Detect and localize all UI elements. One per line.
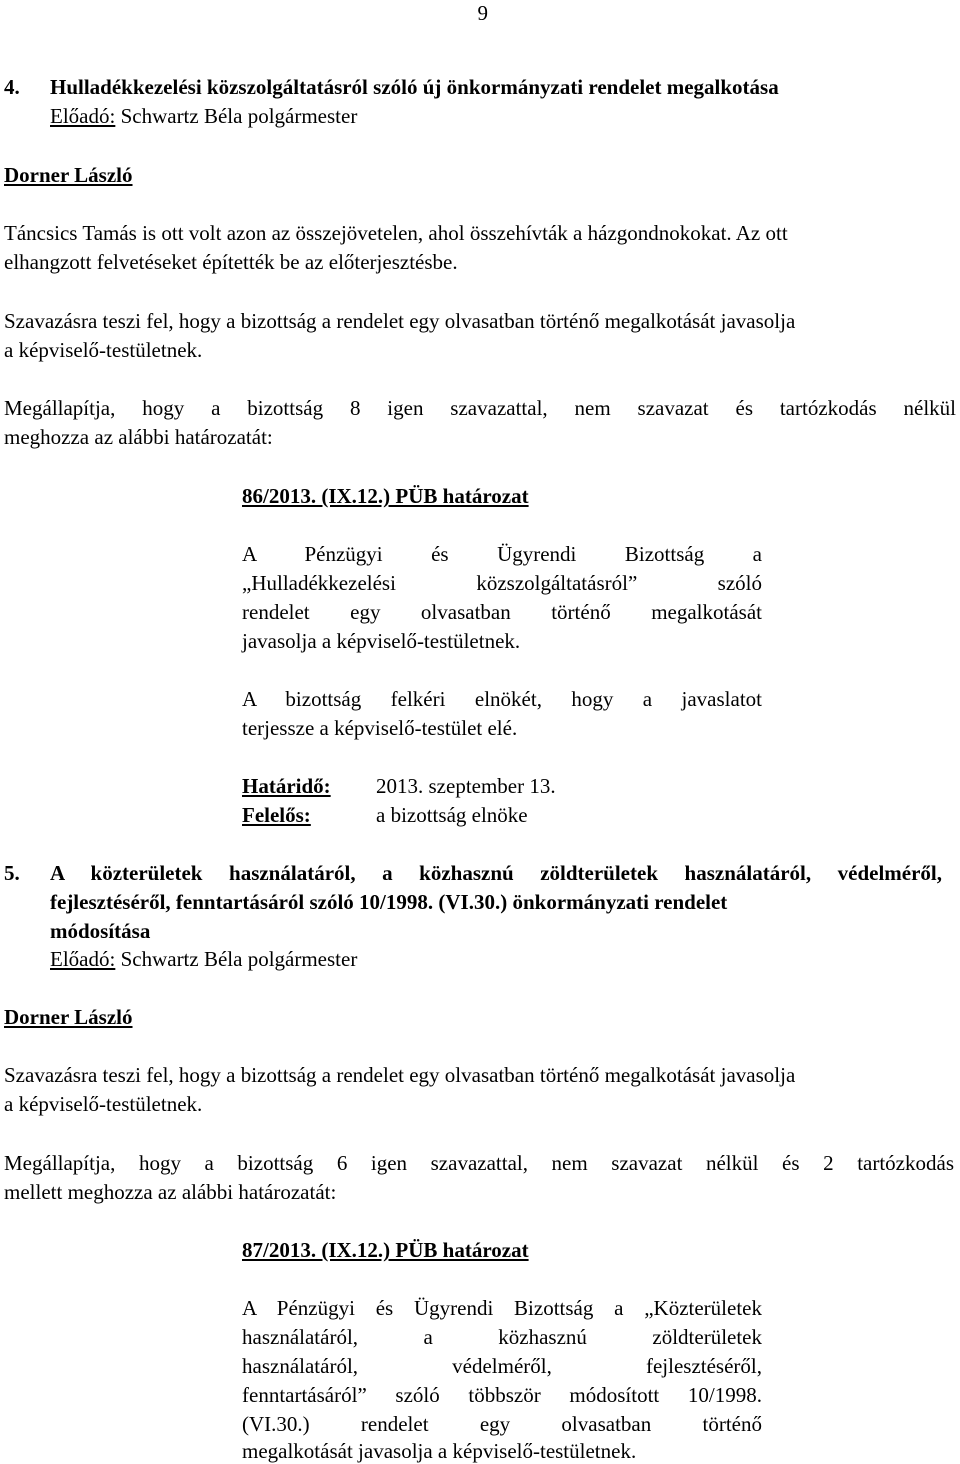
- agenda-item-number: 4.: [4, 75, 20, 99]
- resolution-line: használatáról, védelméről, fejlesztéséről,: [242, 1354, 762, 1378]
- resolution-line: (VI.30.) rendelet egy olvasatban történő: [242, 1412, 762, 1436]
- paragraph-line: elhangzott felvetéseket építették be az előterjesztésbe.: [4, 250, 458, 274]
- presenter-line: [50, 946, 357, 972]
- resolution-line: A Pénzügyi és Ügyrendi Bizottság a: [242, 542, 762, 566]
- agenda-item-number: 5.: [4, 861, 20, 885]
- agenda-item-title: Hulladékkezelési közszolgáltatásról szóló új önkormányzati rendelet megalkotása: [50, 75, 779, 99]
- resolution-title: 87/2013. (IX.12.) PÜB határozat: [242, 1238, 529, 1262]
- presenter-name: Schwartz Béla polgármester: [115, 947, 358, 971]
- deadline-value: 2013. szeptember 13.: [376, 774, 556, 798]
- paragraph-line: Szavazásra teszi fel, hogy a bizottság a rendelet egy olvasatban történő megalkotását javasolja: [4, 309, 796, 333]
- resolution-line: javasolja a képviselő-testületnek.: [242, 629, 521, 653]
- paragraph-line: a képviselő-testületnek.: [4, 338, 203, 362]
- resolution-line: fenntartásáról” szóló többször módosított 10/1998.: [242, 1383, 762, 1407]
- resolution-line: terjessze a képviselő-testület elé.: [242, 716, 518, 740]
- resolution-line: rendelet egy olvasatban történő megalkotását: [242, 600, 762, 624]
- paragraph-line: mellett meghozza az alábbi határozatát:: [4, 1180, 337, 1204]
- agenda-item-title-line: fejlesztéséről, fenntartásáról szóló 10/1998. (VI.30.) önkormányzati rendelet: [50, 890, 728, 914]
- paragraph-line: a képviselő-testületnek.: [4, 1092, 203, 1116]
- page-number: 9: [477, 1, 488, 25]
- paragraph-line: Megállapítja, hogy a bizottság 8 igen szavazattal, nem szavazat és tartózkodás nélkül: [4, 396, 956, 420]
- resolution-line: használatáról, a közhasznú zöldterületek: [242, 1325, 762, 1349]
- resolution-title: 86/2013. (IX.12.) PÜB határozat: [242, 484, 529, 508]
- paragraph-line: meghozza az alábbi határozatát:: [4, 425, 273, 449]
- paragraph-line: Megállapítja, hogy a bizottság 6 igen szavazattal, nem szavazat nélkül és 2 tartózkodás: [4, 1151, 954, 1175]
- paragraph-line: Szavazásra teszi fel, hogy a bizottság a rendelet egy olvasatban történő megalkotását javasolja: [4, 1063, 796, 1087]
- resolution-line: A bizottság felkéri elnökét, hogy a javaslatot: [242, 687, 762, 711]
- resolution-line: A Pénzügyi és Ügyrendi Bizottság a „Közterületek: [242, 1296, 762, 1320]
- presenter-label: Előadó:: [50, 947, 116, 971]
- resolution-line: megalkotását javasolja a képviselő-testületnek.: [242, 1439, 637, 1463]
- paragraph-line: Táncsics Tamás is ott volt azon az összejövetelen, ahol összehívták a házgondnokokat. Az ott: [4, 221, 788, 245]
- presenter-label: Előadó:: [50, 104, 116, 128]
- presenter-name: Schwartz Béla polgármester: [115, 104, 358, 128]
- agenda-item-title-line: A közterületek használatáról, a közhasznú zöldterületek használatáról, védelméről,: [50, 861, 942, 885]
- speaker-name: Dorner László: [4, 1005, 133, 1029]
- responsible-label: Felelős:: [242, 803, 311, 827]
- resolution-line: „Hulladékkezelési közszolgáltatásról” szóló: [242, 571, 762, 595]
- agenda-item-title-line: módosítása: [50, 919, 151, 943]
- speaker-name: Dorner László: [4, 163, 133, 187]
- presenter-line: [50, 103, 357, 129]
- deadline-label: Határidő:: [242, 774, 331, 798]
- responsible-value: a bizottság elnöke: [376, 803, 528, 827]
